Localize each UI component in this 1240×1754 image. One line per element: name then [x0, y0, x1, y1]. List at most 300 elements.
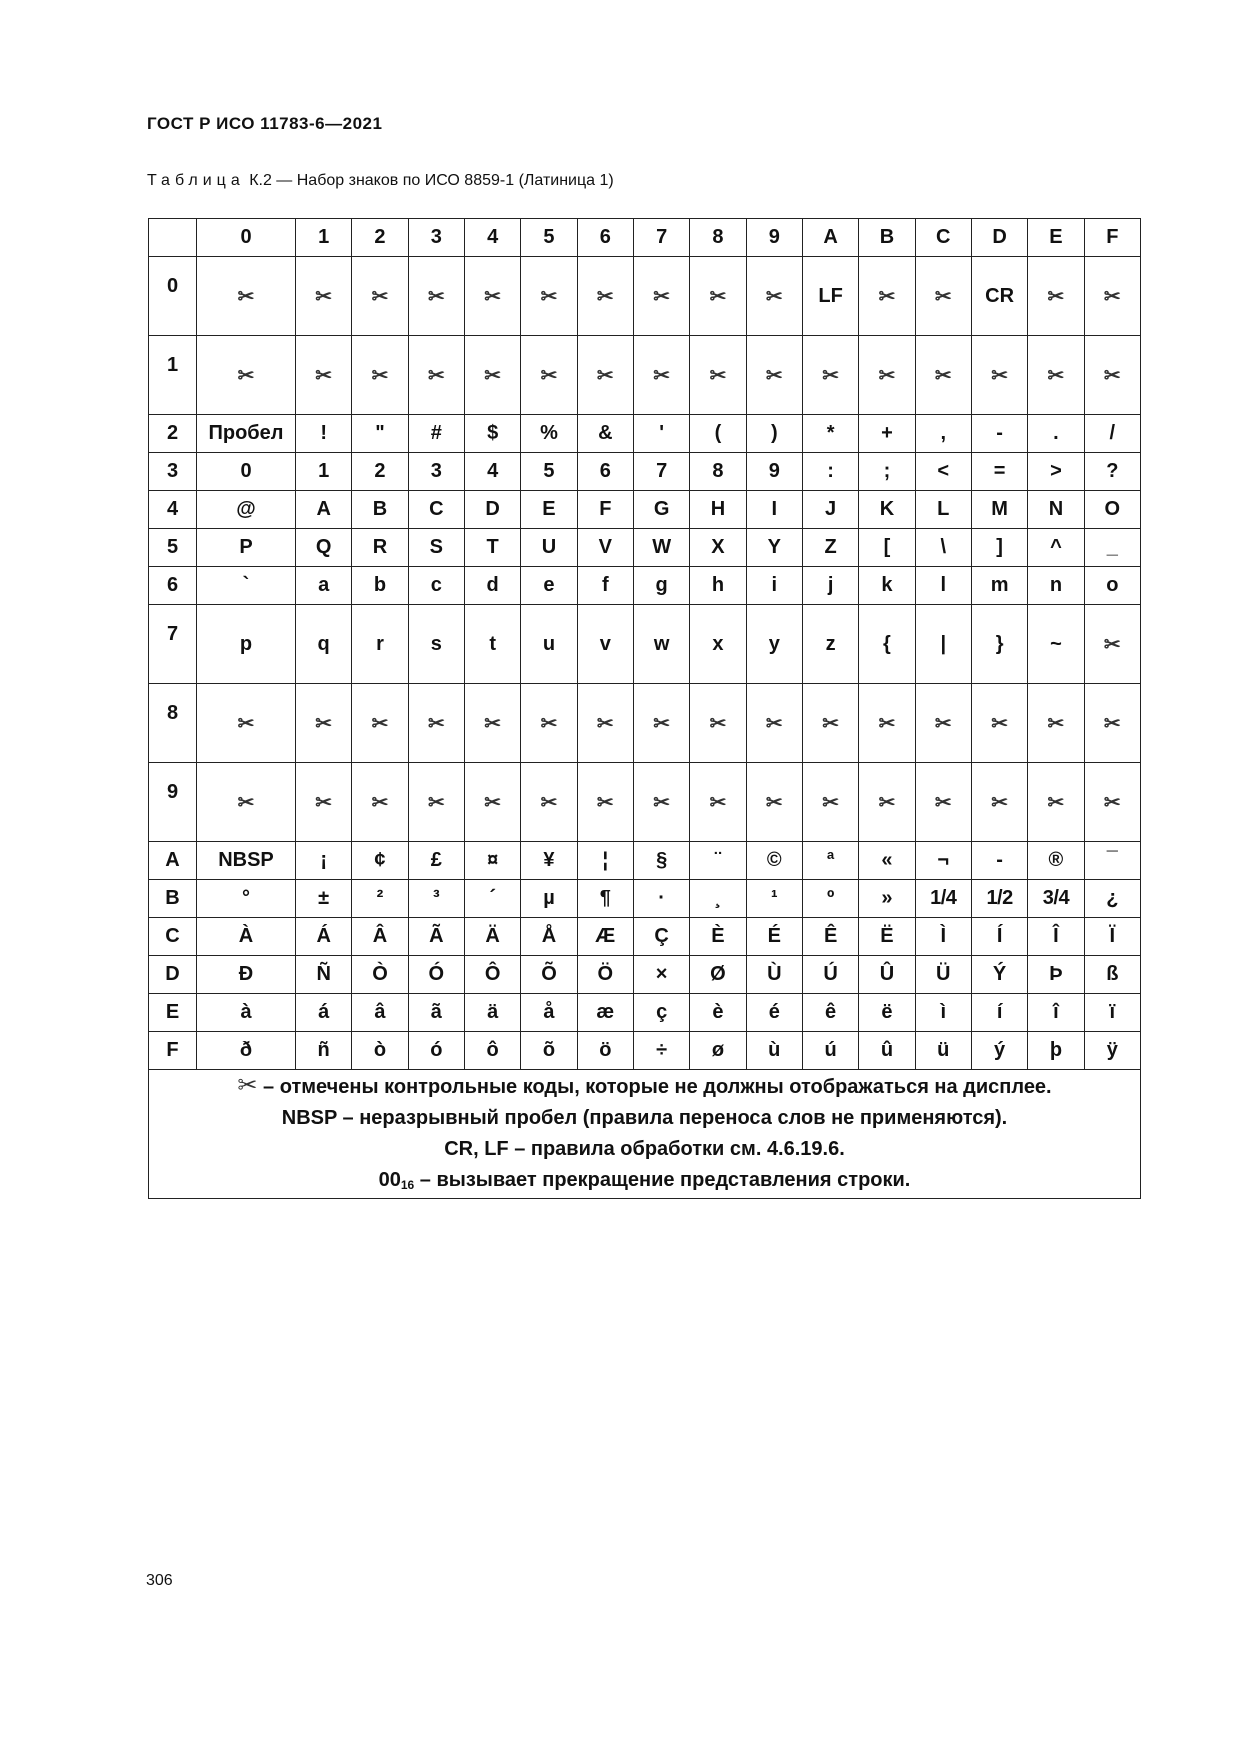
control-code-scissors-icon: ✂ — [577, 336, 633, 415]
caption-text: К.2 — Набор знаков по ИСО 8859-1 (Латиница 1) — [249, 172, 614, 189]
char-cell: \ — [915, 529, 971, 567]
char-cell: E — [521, 491, 577, 529]
row-header: D — [149, 956, 197, 994]
char-cell: , — [915, 415, 971, 453]
char-cell: Ô — [464, 956, 520, 994]
char-cell: % — [521, 415, 577, 453]
char-cell: ÿ — [1084, 1032, 1140, 1070]
char-cell: 7 — [633, 453, 689, 491]
table-row — [149, 684, 1141, 763]
char-cell: ¯ — [1084, 842, 1140, 880]
control-code-scissors-icon: ✂ — [464, 257, 520, 336]
column-header: 7 — [633, 219, 689, 257]
char-cell: Ù — [746, 956, 802, 994]
char-cell: » — [859, 880, 915, 918]
char-cell: * — [802, 415, 858, 453]
char-cell: H — [690, 491, 746, 529]
note-control — [149, 1070, 1140, 1103]
char-cell: ] — [971, 529, 1027, 567]
column-header: 2 — [352, 219, 408, 257]
control-code-scissors-icon: ✂ — [521, 684, 577, 763]
row-header: 7 — [149, 605, 197, 684]
char-cell: 1 — [296, 453, 352, 491]
char-cell: ö — [577, 1032, 633, 1070]
note-null — [149, 1165, 1140, 1198]
char-cell: ² — [352, 880, 408, 918]
control-code-scissors-icon: ✂ — [971, 336, 1027, 415]
char-cell: + — [859, 415, 915, 453]
control-code-scissors-icon: ✂ — [296, 763, 352, 842]
control-code-scissors-icon: ✂ — [690, 336, 746, 415]
char-cell: D — [464, 491, 520, 529]
control-code-scissors-icon: ✂ — [746, 684, 802, 763]
table-row — [149, 415, 1141, 453]
char-cell: > — [1028, 453, 1084, 491]
char-cell: ® — [1028, 842, 1084, 880]
control-code-scissors-icon: ✂ — [1028, 684, 1084, 763]
char-cell: . — [1028, 415, 1084, 453]
control-code-scissors-icon: ✂ — [577, 257, 633, 336]
control-code-scissors-icon: ✂ — [352, 336, 408, 415]
char-cell: ¤ — [464, 842, 520, 880]
control-code-scissors-icon: ✂ — [746, 257, 802, 336]
char-cell: à — [197, 994, 296, 1032]
char-cell: c — [408, 567, 464, 605]
table-row — [149, 257, 1141, 336]
column-header: 8 — [690, 219, 746, 257]
control-code-scissors-icon: ✂ — [197, 684, 296, 763]
char-cell: í — [971, 994, 1027, 1032]
char-cell: ä — [464, 994, 520, 1032]
control-code-scissors-icon: ✂ — [521, 257, 577, 336]
char-cell: h — [690, 567, 746, 605]
control-code-scissors-icon: ✂ — [802, 763, 858, 842]
control-code-scissors-icon: ✂ — [915, 684, 971, 763]
table-row — [149, 1032, 1141, 1070]
char-cell: Ì — [915, 918, 971, 956]
char-cell: n — [1028, 567, 1084, 605]
char-cell: ã — [408, 994, 464, 1032]
char-cell: Ç — [633, 918, 689, 956]
column-header: C — [915, 219, 971, 257]
char-cell: Õ — [521, 956, 577, 994]
char-cell: V — [577, 529, 633, 567]
table-row — [149, 763, 1141, 842]
char-cell: g — [633, 567, 689, 605]
char-cell: M — [971, 491, 1027, 529]
char-cell: & — [577, 415, 633, 453]
char-cell: p — [197, 605, 296, 684]
char-cell: Z — [802, 529, 858, 567]
char-cell: ù — [746, 1032, 802, 1070]
row-header: C — [149, 918, 197, 956]
char-cell: { — [859, 605, 915, 684]
row-header: F — [149, 1032, 197, 1070]
char-cell: $ — [464, 415, 520, 453]
char-cell: ¸ — [690, 880, 746, 918]
char-cell: CR — [971, 257, 1027, 336]
char-cell: Y — [746, 529, 802, 567]
column-header: B — [859, 219, 915, 257]
char-cell: z — [802, 605, 858, 684]
control-code-scissors-icon: ✂ — [633, 257, 689, 336]
control-code-scissors-icon: ✂ — [521, 763, 577, 842]
char-cell: ¨ — [690, 842, 746, 880]
char-cell: ê — [802, 994, 858, 1032]
char-cell: Ý — [971, 956, 1027, 994]
char-cell: 0 — [197, 453, 296, 491]
char-cell: ï — [1084, 994, 1140, 1032]
char-cell: w — [633, 605, 689, 684]
char-cell: : — [802, 453, 858, 491]
char-cell: ~ — [1028, 605, 1084, 684]
row-header: 0 — [149, 257, 197, 336]
char-cell: a — [296, 567, 352, 605]
char-cell: / — [1084, 415, 1140, 453]
char-cell: ' — [633, 415, 689, 453]
control-code-scissors-icon: ✂ — [352, 763, 408, 842]
control-code-scissors-icon: ✂ — [197, 763, 296, 842]
control-code-scissors-icon: ✂ — [521, 336, 577, 415]
table-row — [149, 453, 1141, 491]
control-code-scissors-icon: ✂ — [408, 336, 464, 415]
control-code-scissors-icon: ✂ — [1084, 684, 1140, 763]
char-cell: Ï — [1084, 918, 1140, 956]
control-code-scissors-icon: ✂ — [352, 257, 408, 336]
char-cell: 1/2 — [971, 880, 1027, 918]
char-cell: Â — [352, 918, 408, 956]
char-cell: « — [859, 842, 915, 880]
control-code-scissors-icon: ✂ — [577, 763, 633, 842]
char-cell: ú — [802, 1032, 858, 1070]
control-code-scissors-icon: ✂ — [296, 257, 352, 336]
char-cell: é — [746, 994, 802, 1032]
char-cell: ¹ — [746, 880, 802, 918]
char-cell: O — [1084, 491, 1140, 529]
char-cell: Ö — [577, 956, 633, 994]
control-code-scissors-icon: ✂ — [197, 257, 296, 336]
char-cell: ´ — [464, 880, 520, 918]
control-code-scissors-icon: ✂ — [1084, 336, 1140, 415]
column-header: 9 — [746, 219, 802, 257]
char-cell: G — [633, 491, 689, 529]
char-cell: ° — [197, 880, 296, 918]
page-number: 306 — [146, 1572, 173, 1589]
char-cell: x — [690, 605, 746, 684]
control-code-scissors-icon: ✂ — [802, 336, 858, 415]
char-cell: Q — [296, 529, 352, 567]
column-header: A — [802, 219, 858, 257]
control-code-scissors-icon: ✂ — [633, 684, 689, 763]
char-cell: T — [464, 529, 520, 567]
char-cell: 8 — [690, 453, 746, 491]
char-cell: î — [1028, 994, 1084, 1032]
char-cell: 1/4 — [915, 880, 971, 918]
control-code-scissors-icon: ✂ — [577, 684, 633, 763]
char-cell: t — [464, 605, 520, 684]
char-cell: Ü — [915, 956, 971, 994]
char-cell: ^ — [1028, 529, 1084, 567]
char-cell: j — [802, 567, 858, 605]
char-cell: B — [352, 491, 408, 529]
column-header: 0 — [197, 219, 296, 257]
char-cell: ? — [1084, 453, 1140, 491]
control-code-scissors-icon: ✂ — [464, 336, 520, 415]
char-cell: ` — [197, 567, 296, 605]
char-cell: C — [408, 491, 464, 529]
char-cell: Ø — [690, 956, 746, 994]
column-header: D — [971, 219, 1027, 257]
control-code-scissors-icon: ✂ — [633, 763, 689, 842]
row-header: 8 — [149, 684, 197, 763]
char-cell: q — [296, 605, 352, 684]
control-code-scissors-icon: ✂ — [859, 257, 915, 336]
control-code-scissors-icon: ✂ — [690, 684, 746, 763]
char-cell: X — [690, 529, 746, 567]
control-code-scissors-icon: ✂ — [746, 336, 802, 415]
char-cell: æ — [577, 994, 633, 1032]
char-cell: U — [521, 529, 577, 567]
char-cell: ¥ — [521, 842, 577, 880]
char-cell: å — [521, 994, 577, 1032]
char-cell: ì — [915, 994, 971, 1032]
control-code-scissors-icon: ✂ — [859, 336, 915, 415]
control-code-scissors-icon: ✂ — [971, 763, 1027, 842]
control-code-scissors-icon: ✂ — [408, 684, 464, 763]
table-row — [149, 567, 1141, 605]
char-cell: Ó — [408, 956, 464, 994]
column-header: 5 — [521, 219, 577, 257]
note-null-code: 00 — [378, 1169, 401, 1191]
char-cell: þ — [1028, 1032, 1084, 1070]
char-cell: º — [802, 880, 858, 918]
control-code-scissors-icon: ✂ — [971, 684, 1027, 763]
char-cell: e — [521, 567, 577, 605]
column-header: 4 — [464, 219, 520, 257]
row-header: 3 — [149, 453, 197, 491]
char-cell: ë — [859, 994, 915, 1032]
column-header: 1 — [296, 219, 352, 257]
table-row — [149, 880, 1141, 918]
char-cell: s — [408, 605, 464, 684]
notes-row — [149, 1070, 1141, 1199]
char-cell: ÷ — [633, 1032, 689, 1070]
control-code-scissors-icon: ✂ — [1084, 763, 1140, 842]
char-cell: v — [577, 605, 633, 684]
char-cell: À — [197, 918, 296, 956]
char-cell: K — [859, 491, 915, 529]
char-cell: Æ — [577, 918, 633, 956]
char-cell: Í — [971, 918, 1027, 956]
char-cell: _ — [1084, 529, 1140, 567]
table-row — [149, 918, 1141, 956]
char-cell: Û — [859, 956, 915, 994]
char-cell: Пробел — [197, 415, 296, 453]
char-cell: ø — [690, 1032, 746, 1070]
control-code-scissors-icon: ✂ — [633, 336, 689, 415]
char-cell: ¬ — [915, 842, 971, 880]
char-cell: f — [577, 567, 633, 605]
char-cell: â — [352, 994, 408, 1032]
char-cell: m — [971, 567, 1027, 605]
char-cell: ! — [296, 415, 352, 453]
char-cell: @ — [197, 491, 296, 529]
char-cell: ò — [352, 1032, 408, 1070]
char-cell: ü — [915, 1032, 971, 1070]
char-cell: Ê — [802, 918, 858, 956]
char-cell: Ë — [859, 918, 915, 956]
char-cell: N — [1028, 491, 1084, 529]
char-cell: © — [746, 842, 802, 880]
row-header: A — [149, 842, 197, 880]
char-cell: Ú — [802, 956, 858, 994]
char-cell: ¢ — [352, 842, 408, 880]
table-row — [149, 956, 1141, 994]
note-control-text: – отмечены контрольные коды, которые не должны отображаться на дисплее. — [257, 1076, 1052, 1098]
table-caption — [147, 172, 614, 190]
control-code-scissors-icon: ✂ — [802, 684, 858, 763]
control-code-scissors-icon: ✂ — [1028, 336, 1084, 415]
caption-prefix: Таблица — [147, 172, 245, 189]
table-row — [149, 491, 1141, 529]
char-cell: A — [296, 491, 352, 529]
char-cell: 3/4 — [1028, 880, 1084, 918]
row-header: 4 — [149, 491, 197, 529]
char-cell: b — [352, 567, 408, 605]
row-header: 6 — [149, 567, 197, 605]
char-cell: × — [633, 956, 689, 994]
control-code-scissors-icon: ✂ — [859, 763, 915, 842]
char-cell: ¶ — [577, 880, 633, 918]
control-code-scissors-icon: ✂ — [197, 336, 296, 415]
char-cell: 3 — [408, 453, 464, 491]
char-cell: § — [633, 842, 689, 880]
char-cell: Ã — [408, 918, 464, 956]
control-code-scissors-icon: ✂ — [690, 257, 746, 336]
char-cell: } — [971, 605, 1027, 684]
control-code-scissors-icon: ✂ — [690, 763, 746, 842]
char-cell: 9 — [746, 453, 802, 491]
column-header: F — [1084, 219, 1140, 257]
char-cell: ó — [408, 1032, 464, 1070]
char-cell: i — [746, 567, 802, 605]
char-cell: R — [352, 529, 408, 567]
char-cell: õ — [521, 1032, 577, 1070]
row-header: 5 — [149, 529, 197, 567]
control-code-scissors-icon: ✂ — [296, 336, 352, 415]
corner-cell — [149, 219, 197, 257]
char-cell: W — [633, 529, 689, 567]
row-header: B — [149, 880, 197, 918]
note-null-text: – вызывает прекращение представления строки. — [414, 1169, 911, 1191]
char-cell: P — [197, 529, 296, 567]
char-cell: á — [296, 994, 352, 1032]
char-cell: r — [352, 605, 408, 684]
char-cell: ª — [802, 842, 858, 880]
row-header: 1 — [149, 336, 197, 415]
char-cell: LF — [802, 257, 858, 336]
char-cell: Ð — [197, 956, 296, 994]
char-cell: ¡ — [296, 842, 352, 880]
char-cell: ß — [1084, 956, 1140, 994]
control-code-scissors-icon: ✂ — [1028, 257, 1084, 336]
char-cell: - — [971, 842, 1027, 880]
column-header: 6 — [577, 219, 633, 257]
table-row — [149, 605, 1141, 684]
row-header: 2 — [149, 415, 197, 453]
char-cell: [ — [859, 529, 915, 567]
control-code-scissors-icon: ✂ — [1028, 763, 1084, 842]
table-row — [149, 842, 1141, 880]
char-cell: £ — [408, 842, 464, 880]
control-code-scissors-icon: ✂ — [464, 684, 520, 763]
char-cell: Î — [1028, 918, 1084, 956]
char-cell: NBSP — [197, 842, 296, 880]
table-body — [149, 257, 1141, 1070]
char-cell: ¿ — [1084, 880, 1140, 918]
char-cell: | — [915, 605, 971, 684]
char-cell: Ñ — [296, 956, 352, 994]
char-cell: u — [521, 605, 577, 684]
control-code-scissors-icon: ✂ — [915, 257, 971, 336]
note-null-sub: 16 — [400, 1178, 415, 1192]
char-cell: ( — [690, 415, 746, 453]
column-header-row — [149, 219, 1141, 257]
scissors-icon: ✂ — [237, 1072, 258, 1099]
char-cell: û — [859, 1032, 915, 1070]
char-cell: Ò — [352, 956, 408, 994]
char-cell: ç — [633, 994, 689, 1032]
char-cell: k — [859, 567, 915, 605]
char-cell: L — [915, 491, 971, 529]
char-cell: 5 — [521, 453, 577, 491]
char-cell: # — [408, 415, 464, 453]
column-header: 3 — [408, 219, 464, 257]
column-header: E — [1028, 219, 1084, 257]
char-cell: y — [746, 605, 802, 684]
control-code-scissors-icon: ✂ — [915, 763, 971, 842]
control-code-scissors-icon: ✂ — [408, 257, 464, 336]
char-cell: = — [971, 453, 1027, 491]
document-header: ГОСТ Р ИСО 11783-6—2021 — [147, 114, 383, 133]
char-cell: è — [690, 994, 746, 1032]
note-crlf: CR, LF – правила обработки см. 4.6.19.6. — [444, 1138, 845, 1160]
char-cell: ¦ — [577, 842, 633, 880]
char-cell: Å — [521, 918, 577, 956]
char-cell: " — [352, 415, 408, 453]
char-cell: · — [633, 880, 689, 918]
char-cell: J — [802, 491, 858, 529]
char-cell: ) — [746, 415, 802, 453]
char-cell: Þ — [1028, 956, 1084, 994]
row-header: E — [149, 994, 197, 1032]
notes-cell — [149, 1070, 1141, 1199]
char-cell: 6 — [577, 453, 633, 491]
char-cell: 2 — [352, 453, 408, 491]
row-header: 9 — [149, 763, 197, 842]
char-cell: Á — [296, 918, 352, 956]
control-code-scissors-icon: ✂ — [1084, 257, 1140, 336]
char-cell: S — [408, 529, 464, 567]
char-cell: d — [464, 567, 520, 605]
char-cell: ð — [197, 1032, 296, 1070]
table-row — [149, 994, 1141, 1032]
char-cell: - — [971, 415, 1027, 453]
control-code-scissors-icon: ✂ — [296, 684, 352, 763]
char-cell: I — [746, 491, 802, 529]
char-cell: ; — [859, 453, 915, 491]
char-cell: F — [577, 491, 633, 529]
